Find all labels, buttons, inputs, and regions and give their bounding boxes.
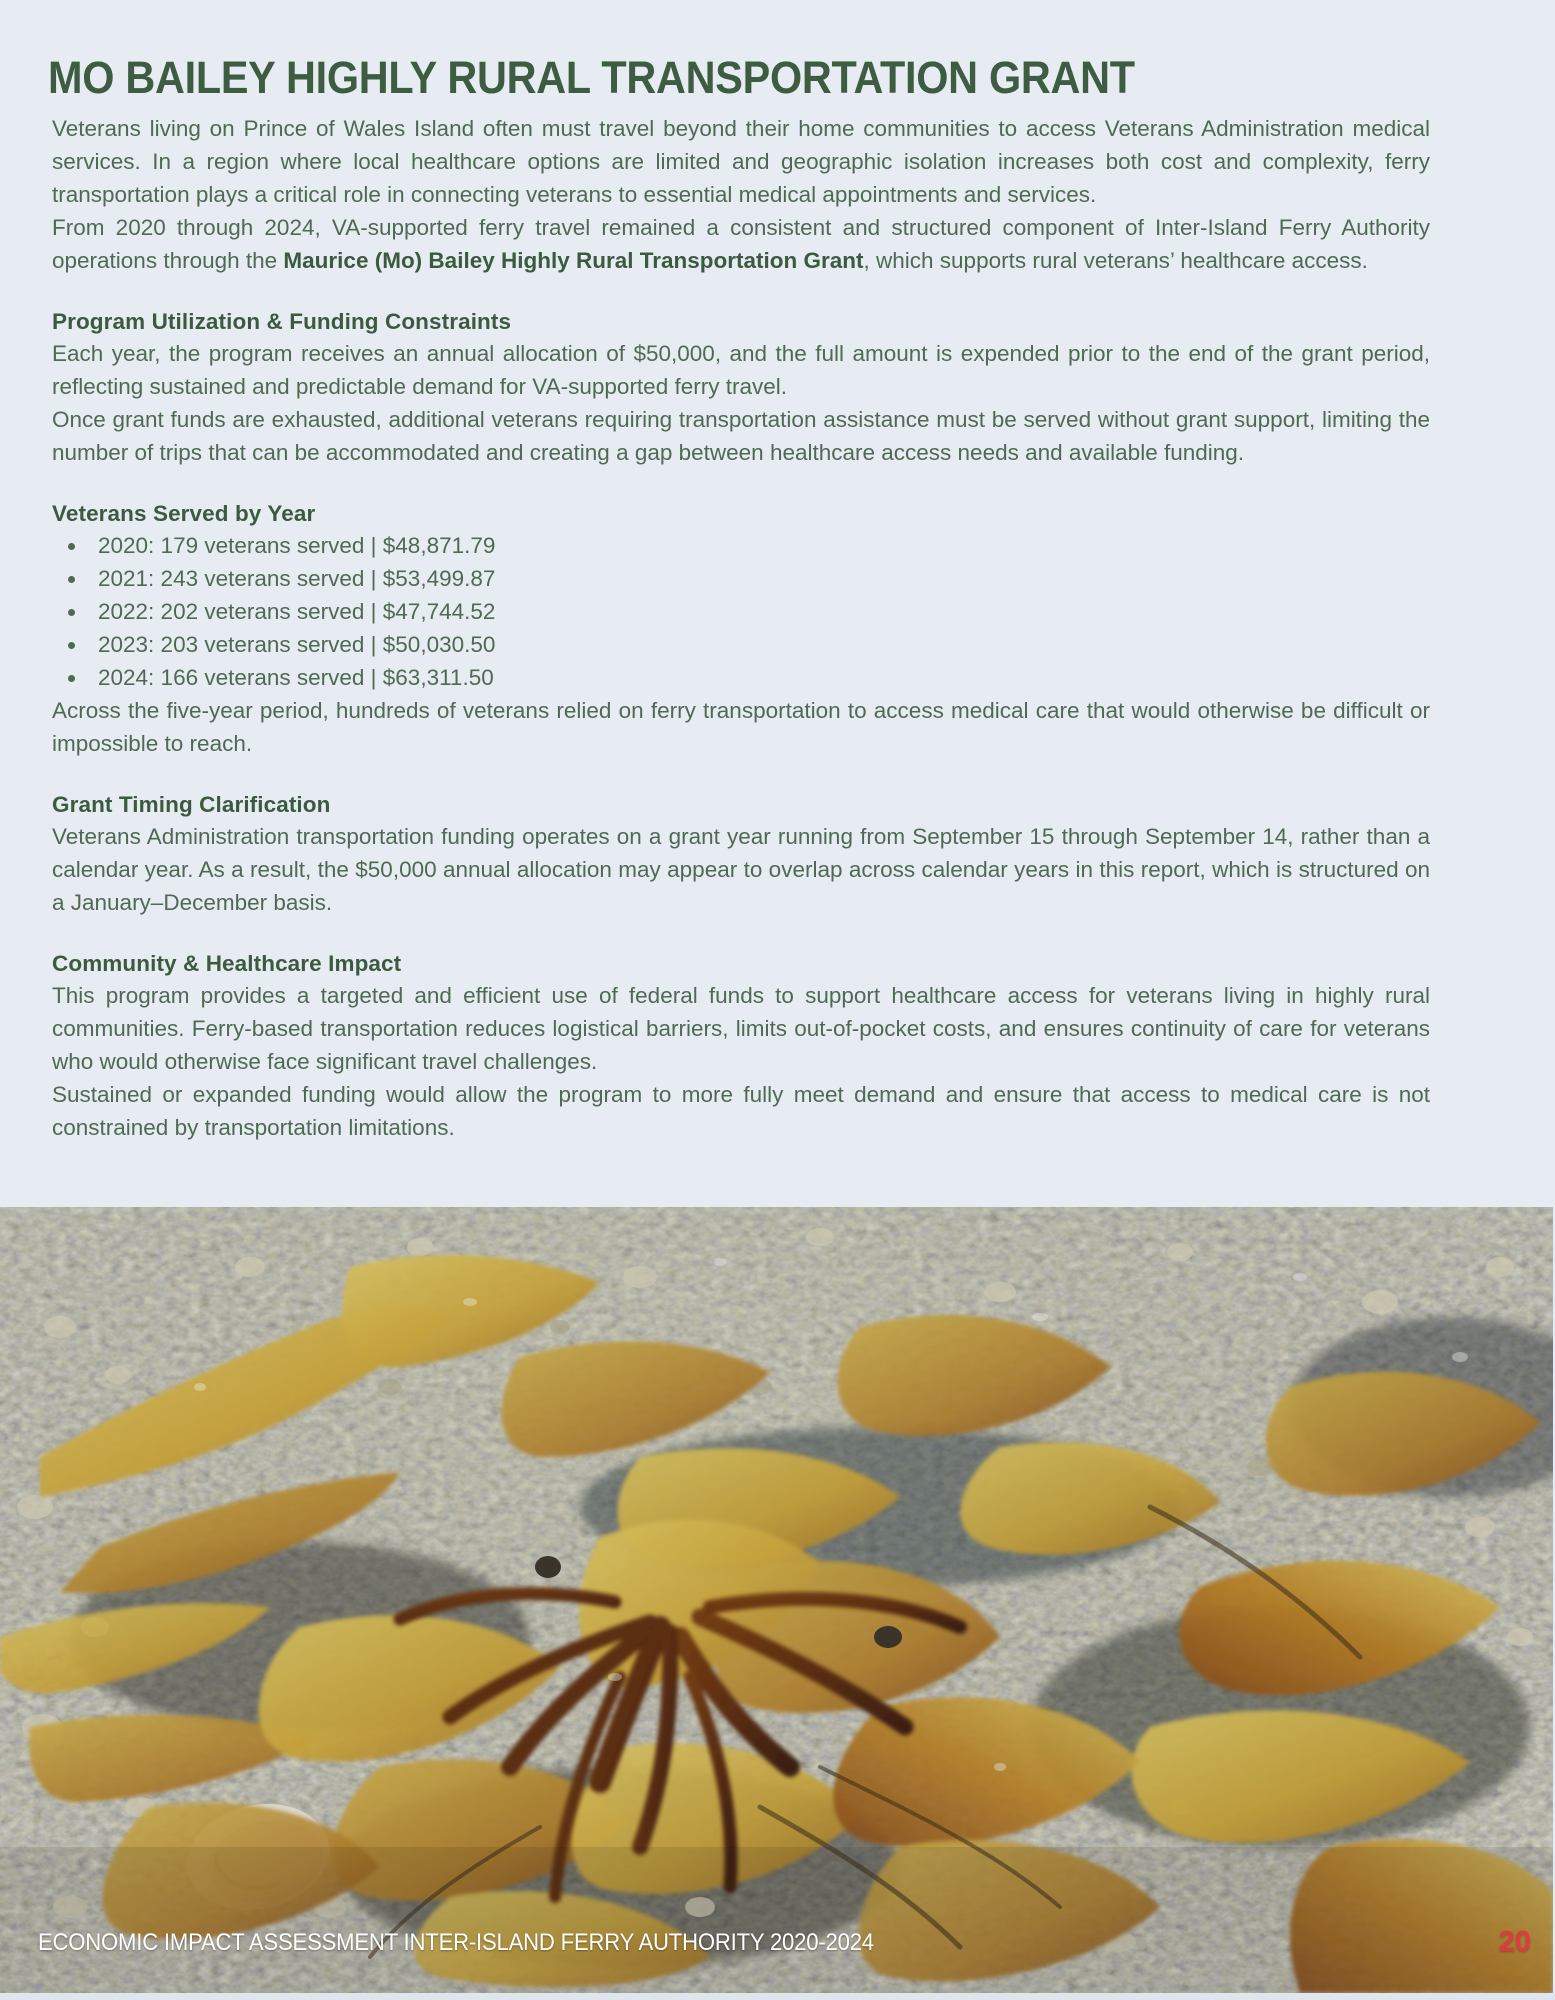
list-item: 2023: 203 veterans served | $50,030.50	[52, 628, 1430, 661]
intro-paragraph-1: Veterans living on Prince of Wales Island often must travel beyond their home communities to access Veterans Administration medical services. In a region where local healthcare options are limited and geographic isolation increases both cost and complexity, ferry transportation plays a critical role in connecting veterans to essential medical appointments and services.	[52, 116, 1430, 207]
list-item: 2021: 243 veterans served | $53,499.87	[52, 562, 1430, 595]
grant-name-bold: Maurice (Mo) Bailey Highly Rural Transportation Grant	[283, 248, 864, 273]
section-heading-grant-timing: Grant Timing Clarification	[52, 792, 331, 817]
section-heading-veterans-served: Veterans Served by Year	[52, 501, 316, 526]
seaweed-beach-photo	[0, 1207, 1553, 1993]
photo-artwork	[0, 1207, 1553, 1993]
spacer	[52, 760, 1430, 790]
list-item: 2022: 202 veterans served | $47,744.52	[52, 595, 1430, 628]
intro-p2-after: , which supports rural veterans’ healthcare access.	[863, 248, 1368, 273]
veterans-served-closing-paragraph: Across the five-year period, hundreds of veterans relied on ferry transportation to access medical care that would otherwise be difficult or impossible to reach.	[52, 698, 1430, 756]
bottom-strip	[0, 1993, 1555, 2000]
content-column	[52, 112, 1430, 1144]
veterans-by-year-list	[52, 529, 1430, 694]
section-heading-program-utilization: Program Utilization & Funding Constraints	[52, 309, 512, 334]
community-impact-paragraph-1: This program provides a targeted and efficient use of federal funds to support healthcare access for veterans living in highly rural communities. Ferry-based transportation reduces logistical barriers, limits out-of-pocket costs, and ensures continuity of care for veterans who would otherwise face significant travel challenges.	[52, 983, 1430, 1074]
spacer	[52, 919, 1430, 949]
footer-caption: ECONOMIC IMPACT ASSESSMENT INTER-ISLAND FERRY AUTHORITY 2020-2024	[38, 1929, 874, 1956]
footer-bar	[0, 1903, 1553, 1993]
list-item: 2020: 179 veterans served | $48,871.79	[52, 529, 1430, 562]
grant-timing-paragraph-1: Veterans Administration transportation funding operates on a grant year running from September 15 through September 14, rather than a calendar year. As a result, the $50,000 annual allocation may appear to overlap across calendar years in this report, which is structured on a January–December basis.	[52, 824, 1430, 915]
community-impact-paragraph-2: Sustained or expanded funding would allow the program to more fully meet demand and ensure that access to medical care is not constrained by transportation limitations.	[52, 1082, 1430, 1140]
page-title: MO BAILEY HIGHLY RURAL TRANSPORTATION GRANT	[48, 52, 1135, 104]
program-utilization-paragraph-1: Each year, the program receives an annual allocation of $50,000, and the full amount is expended prior to the end of the grant period, reflecting sustained and predictable demand for VA-supported ferry travel.	[52, 341, 1430, 399]
page-number: 20	[1498, 1926, 1531, 1958]
section-heading-community-impact: Community & Healthcare Impact	[52, 951, 402, 976]
spacer	[52, 469, 1430, 499]
spacer	[52, 277, 1430, 307]
list-item: 2024: 166 veterans served | $63,311.50	[52, 661, 1430, 694]
intro-paragraph-2	[52, 211, 1430, 277]
intro-p2-before: From 2020 through 2024, VA-supported ferry travel remained a consistent and structured component of Inter-Island Ferry Authority operations through the	[52, 215, 1430, 273]
program-utilization-paragraph-2: Once grant funds are exhausted, additional veterans requiring transportation assistance must be served without grant support, limiting the number of trips that can be accommodated and creating a gap between healthcare access needs and available funding.	[52, 407, 1430, 465]
